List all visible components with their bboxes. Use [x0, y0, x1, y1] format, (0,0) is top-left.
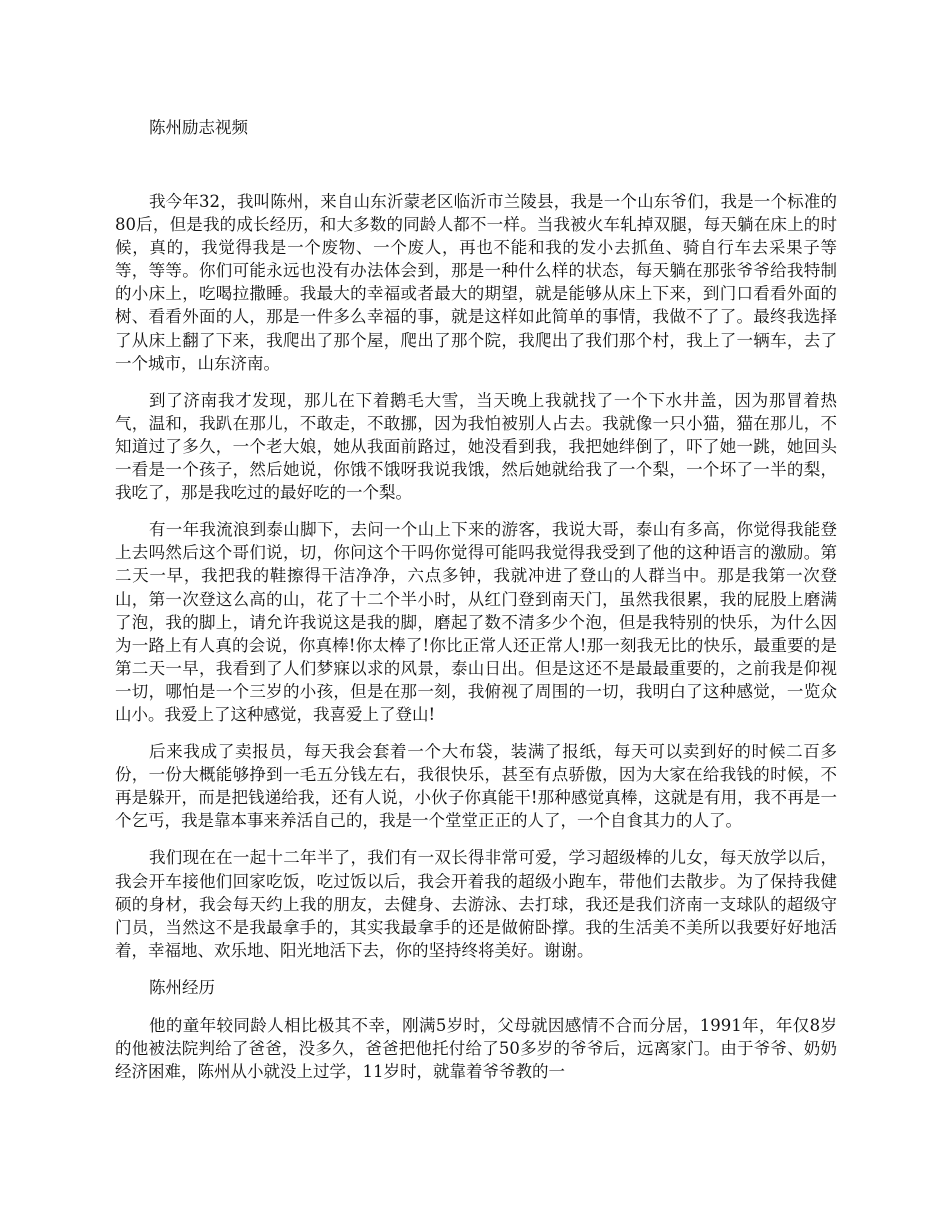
- paragraph-2: 到了济南我才发现，那儿在下着鹅毛大雪，当天晚上我就找了一个下水井盖，因为那冒着热气，温和，我趴在那儿，不敢走，不敢挪，因为我怕被别人占去。我就像一只小猫，猫在那儿，不知道过了多久，一个老大娘，她从我面前路过，她没看到我，我把她绊倒了，吓了她一跳，她回头一看是一个孩子，然后她说，你饿不饿呀我说我饿，然后她就给我了一个梨，一个坏了一半的梨，我吃了，那是我吃过的最好吃的一个梨。: [115, 390, 837, 503]
- paragraph-5: 我们现在在一起十二年半了，我们有一双长得非常可爱，学习超级棒的儿女，每天放学以后，我会开车接他们回家吃饭，吃过饭以后，我会开着我的超级小跑车，带他们去散步。为了保持我健硕的身材，我会每天约上我的朋友，去健身、去游泳、去打球，我还是我们济南一支球队的超级守门员，当然这不是我最拿手的，其实我最拿手的还是做俯卧撑。我的生活美不美所以我要好好地活着，幸福地、欢乐地、阳光地活下去，你的坚持终将美好。谢谢。: [115, 848, 837, 960]
- paragraph-4: 后来我成了卖报员，每天我会套着一个大布袋，装满了报纸，每天可以卖到好的时候二百多份，一份大概能够挣到一毛五分钱左右，我很快乐，甚至有点骄傲，因为大家在给我钱的时候，不再是躲开，而是把钱递给我，还有人说，小伙子你真能干!那种感觉真棒，这就是有用，我不再是一个乞丐，我是靠本事来养活自己的，我是一个堂堂正正的人了，一个自食其力的人了。: [115, 742, 837, 831]
- document-page: [115, 0, 837, 1097]
- document-title: 陈州励志视频: [149, 118, 248, 137]
- section-heading: 陈州经历: [149, 977, 215, 997]
- paragraph-3: 有一年我流浪到泰山脚下，去问一个山上下来的游客，我说大哥，泰山有多高，你觉得我能登上去吗然后这个哥们说，切，你问这个干吗你觉得可能吗我觉得我受到了他的这种语言的激励。第二天一早，我把我的鞋擦得干洁净净，六点多钟，我就冲进了登山的人群当中。那是我第一次登山，第一次登这么高的山，花了十二个半小时，从红门登到南天门，虽然我很累，我的屁股上磨满了泡，我的脚上，请允许我说这是我的脚，磨起了数不清多少个泡，但是我特别的快乐，为什么因为一路上有人真的会说，你真棒!你太棒了!你比正常人还正常人!那一刻我无比的快乐，最重要的是第二天一早，我看到了人们梦寐以求的风景，泰山日出。但是这还不是最最重要的，之前我是仰视一切，哪怕是一个三岁的小孩，但是在那一刻，我俯视了周围的一切，我明白了这种感觉，一览众山小。我爱上了这种感觉，我喜爱上了登山!: [115, 520, 837, 724]
- paragraph-6: 他的童年较同龄人相比极其不幸，刚满5岁时，父母就因感情不合而分居，1991年，年仅8岁的他被法院判给了爸爸，没多久，爸爸把他托付给了50多岁的爷爷后，远离家门。由于爷爷、奶奶经济困难，陈州从小就没上过学，11岁时，就靠着爷爷教的一: [115, 1015, 837, 1082]
- paragraph-1: 我今年32，我叫陈州，来自山东沂蒙老区临沂市兰陵县，我是一个山东爷们，我是一个标准的80后，但是我的成长经历，和大多数的同龄人都不一样。当我被火车轧掉双腿，每天躺在床上的时候，真的，我觉得我是一个废物、一个废人，再也不能和我的发小去抓鱼、骑自行车去采果子等等，等等。你们可能永远也没有办法体会到，那是一种什么样的状态，每天躺在那张爷爷给我特制的小床上，吃喝拉撒睡。我最大的幸福或者最大的期望，就是能够从床上下来，到门口看看外面的树、看看外面的人，那是一件多么幸福的事，就是这样如此简单的事情，我做不了了。最终我选择了从床上翻了下来，我爬出了那个屋，爬出了那个院，我爬出了我们那个村，我上了一辆车，去了一个城市，山东济南。: [115, 192, 837, 373]
